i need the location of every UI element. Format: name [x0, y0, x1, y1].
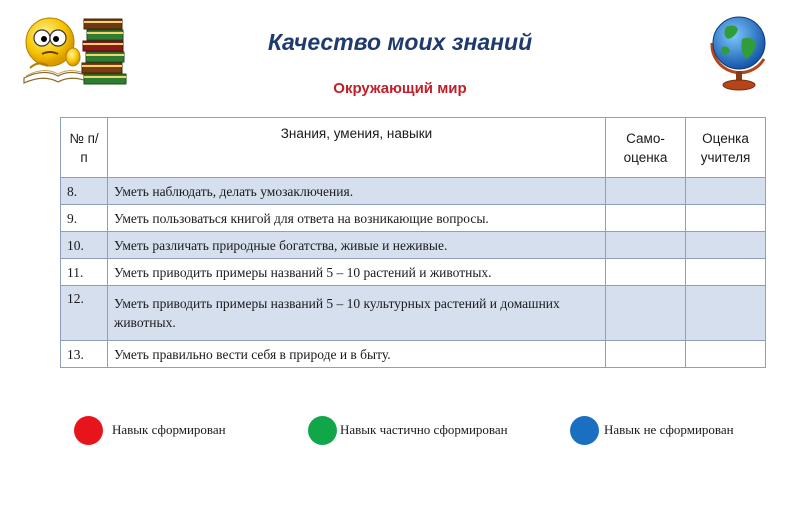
row-skill: Уметь пользоваться книгой для ответа на возникающие вопросы.	[108, 205, 606, 232]
row-skill: Уметь приводить примеры названий 5 – 10 культурных растений и домашних животных.	[108, 286, 606, 341]
table-row	[61, 286, 766, 341]
self-assessment-cell[interactable]	[606, 232, 686, 259]
table-header-row	[61, 118, 766, 178]
subject-subtitle: Окружающий мир	[333, 80, 467, 97]
table-row	[61, 178, 766, 205]
header-skills: Знания, умения, навыки	[108, 118, 606, 178]
row-number: 13.	[61, 341, 108, 368]
self-assessment-cell[interactable]	[606, 286, 686, 341]
row-number: 10.	[61, 232, 108, 259]
teacher-assessment-cell[interactable]	[686, 259, 766, 286]
page-title: Качество моих знаний	[267, 29, 533, 55]
legend-partially-formed-label: Навык частично сформирован	[340, 422, 508, 437]
table-row	[61, 205, 766, 232]
self-assessment-cell[interactable]	[606, 341, 686, 368]
row-skill: Уметь различать природные богатства, живые и неживые.	[108, 232, 606, 259]
row-skill: Уметь наблюдать, делать умозаключения.	[108, 178, 606, 205]
skills-table	[60, 117, 766, 368]
teacher-assessment-cell[interactable]	[686, 286, 766, 341]
self-assessment-cell[interactable]	[606, 205, 686, 232]
header-number: № п/п	[61, 118, 108, 178]
table-row	[61, 259, 766, 286]
legend-formed-label: Навык сформирован	[112, 422, 226, 437]
legend-formed	[74, 415, 226, 445]
header-self-assessment: Само-оценка	[606, 118, 686, 178]
legend-not-formed	[570, 415, 734, 445]
header-teacher-assessment: Оценка учителя	[686, 118, 766, 178]
row-number: 9.	[61, 205, 108, 232]
table-row	[61, 341, 766, 368]
teacher-assessment-cell[interactable]	[686, 232, 766, 259]
row-skill: Уметь правильно вести себя в природе и в быту.	[108, 341, 606, 368]
legend-partially-formed	[308, 415, 508, 445]
self-assessment-cell[interactable]	[606, 178, 686, 205]
teacher-assessment-cell[interactable]	[686, 341, 766, 368]
blue-circle-icon	[570, 416, 599, 445]
self-assessment-cell[interactable]	[606, 259, 686, 286]
row-number: 11.	[61, 259, 108, 286]
legend-not-formed-label: Навык не сформирован	[604, 422, 734, 437]
red-circle-icon	[74, 416, 103, 445]
row-skill: Уметь приводить примеры названий 5 – 10 растений и животных.	[108, 259, 606, 286]
table-row	[61, 232, 766, 259]
row-number: 12.	[61, 286, 108, 341]
row-number: 8.	[61, 178, 108, 205]
teacher-assessment-cell[interactable]	[686, 205, 766, 232]
green-circle-icon	[308, 416, 337, 445]
teacher-assessment-cell[interactable]	[686, 178, 766, 205]
